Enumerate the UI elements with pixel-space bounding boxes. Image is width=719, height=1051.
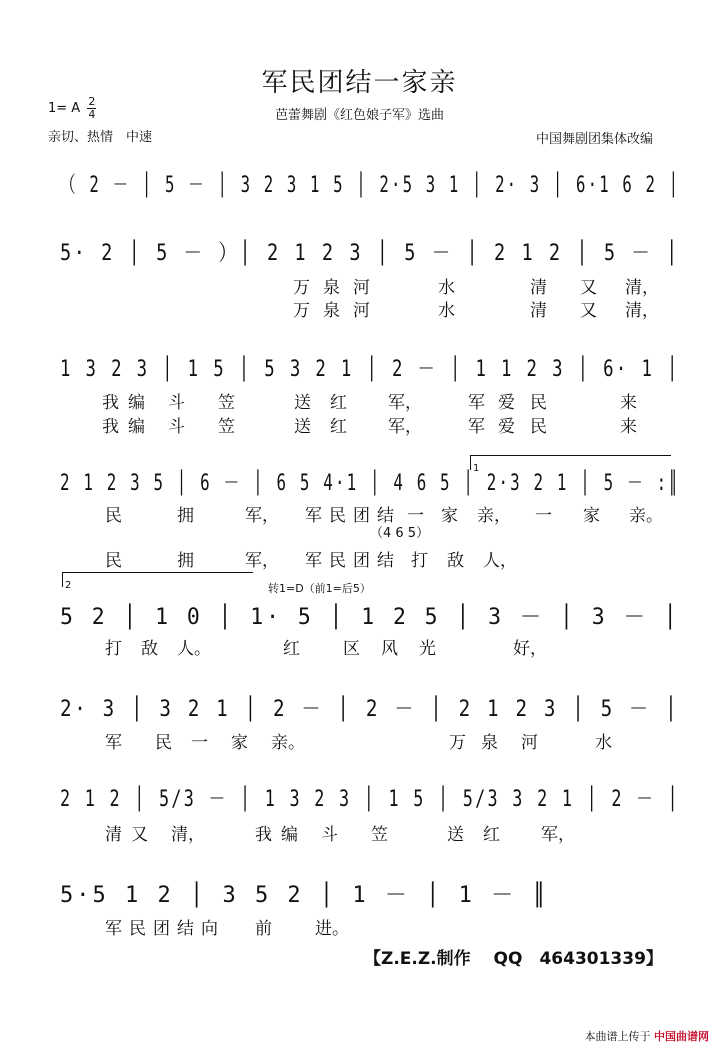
score-line-l4: 2 1 2 3 5 │ 6 － │ 6 5 4·1 │ 4 6 5 │ 2·3 2 1 │ 5 － :║ [60, 471, 680, 496]
lyric-syllable: 爱 [498, 393, 515, 413]
lyric-syllable: 一 [535, 506, 552, 526]
key-label: 1= A [48, 101, 81, 116]
score-line-l6: 2· 3 │ 3 2 1 │ 2 － │ 2 － │ 2 1 2 3 │ 5 － │ [60, 697, 680, 722]
lyric-syllable: 区 [343, 639, 360, 659]
lyric-syllable: 红 [483, 825, 500, 845]
footer-prefix: 本曲谱上传于 [584, 1030, 651, 1043]
lyric-syllable: 斗 [168, 417, 185, 437]
tempo-marking: 亲切、热情 中速 [48, 130, 153, 145]
lyric-syllable: 好， [513, 639, 547, 659]
lyric-syllable: 泉 [323, 301, 340, 321]
lyric-syllable: 河 [353, 278, 370, 298]
lyric-syllable: 水 [595, 733, 612, 753]
lyric-syllable: 泉 [323, 278, 340, 298]
lyric-syllable: 清， [625, 301, 659, 321]
lyric-syllable: 民 [530, 393, 547, 413]
lyric-syllable: 来 [620, 393, 637, 413]
lyric-syllable: 笠 [218, 393, 235, 413]
lyric-syllable: 家 [231, 733, 248, 753]
lyric-syllable: 打 [411, 551, 428, 571]
lyric-syllable: 民 [155, 733, 172, 753]
lyric-syllable: 笠 [371, 825, 388, 845]
site-logo-text: 中国曲谱网 [654, 1030, 709, 1043]
lyric-syllable: 万 [449, 733, 466, 753]
lyric-syllable: 拥 [177, 551, 194, 571]
song-title: 军民团结一家亲 [261, 68, 458, 98]
lyric-syllable: 一 [191, 733, 208, 753]
lyric-syllable: 敌 [141, 639, 158, 659]
lyric-syllable: 我 [102, 393, 119, 413]
lyric-syllable: 泉 [481, 733, 498, 753]
lyric-syllable: 红 [330, 417, 347, 437]
lyric-syllable: 送 [294, 417, 311, 437]
lyric-syllable: 一 [407, 506, 424, 526]
lyric-syllable: 民 [105, 506, 122, 526]
lyric-syllable: 来 [620, 417, 637, 437]
lyric-syllable: 军， [388, 417, 422, 437]
lyric-syllable: 清， [625, 278, 659, 298]
lyric-syllable: 红 [330, 393, 347, 413]
lyric-syllable: 家 [441, 506, 458, 526]
lyric-syllable: 军 [105, 733, 122, 753]
lyric-syllable: 军， [388, 393, 422, 413]
footer [585, 1028, 710, 1044]
lyric-syllable: 敌 [447, 551, 464, 571]
lyric-syllable: 河 [353, 301, 370, 321]
lyric-syllable: 编 [128, 417, 145, 437]
lyric-syllable: 清 [530, 301, 547, 321]
lyric-syllable: 河 [521, 733, 538, 753]
lyric-syllable: 水 [438, 301, 455, 321]
lyric-syllable: 清， [171, 825, 205, 845]
subtitle: 芭蕾舞剧《红色娘子军》选曲 [274, 108, 444, 123]
lyric-syllable: 亲， [477, 506, 511, 526]
lyric-syllable: 向 [201, 919, 218, 939]
key-signature [48, 96, 96, 121]
lyric-syllable: 编 [128, 393, 145, 413]
lyric-syllable: 风 [381, 639, 398, 659]
score-line-l7: 2 1 2 │ 5/3 － │ 1 3 2 3 │ 1 5 │ 5/3 3 2 1 │ 2 － │ [60, 787, 680, 812]
lyric-syllable: 军 [468, 393, 485, 413]
lyric-syllable: 清 [530, 278, 547, 298]
lyric-syllable: 民 [329, 506, 346, 526]
lyric-syllable: 光 [419, 639, 436, 659]
credit-line: 【Z.E.Z.制作 QQ 464301339】 [364, 949, 663, 969]
lyric-syllable: 万 [293, 301, 310, 321]
lyric-syllable: 结 [177, 919, 194, 939]
lyric-syllable: 拥 [177, 506, 194, 526]
lyric-syllable: 斗 [168, 393, 185, 413]
volta-number: 2 [65, 580, 72, 591]
lyric-syllable: 我 [255, 825, 272, 845]
lyric-syllable: 军 [305, 506, 322, 526]
lyric-syllable: 打 [105, 639, 122, 659]
lyric-syllable: 民 [329, 551, 346, 571]
lyric-syllable: 人， [483, 551, 517, 571]
lyric-syllable: 我 [102, 417, 119, 437]
lyric-syllable: 前 [255, 919, 272, 939]
arranger: 中国舞剧团集体改编 [536, 132, 654, 147]
lyric-syllable: 编 [281, 825, 298, 845]
lyric-syllable: 又 [580, 278, 597, 298]
lyric-syllable: 爱 [498, 417, 515, 437]
score-line-l2: 5· 2 │ 5 － ）│ 2 1 2 3 │ 5 － │ 2 1 2 │ 5 － │ [60, 241, 680, 266]
lyric-syllable: 水 [438, 278, 455, 298]
lyric-syllable: 斗 [321, 825, 338, 845]
lyric-syllable: 送 [447, 825, 464, 845]
lyric-syllable: 团 [153, 919, 170, 939]
lyric-syllable: 进。 [315, 919, 349, 939]
score-line-l5: 5 2 │ 1 0 │ 1· 5 │ 1 2 5 │ 3 － │ 3 － │ [60, 605, 680, 630]
lyric-syllable: 又 [131, 825, 148, 845]
lyric-syllable: 笠 [218, 417, 235, 437]
lyric-syllable: 民 [105, 551, 122, 571]
lyric-syllable: 又 [580, 301, 597, 321]
lyric-syllable: 军， [245, 551, 279, 571]
lyric-syllable: 军 [468, 417, 485, 437]
lyric-syllable: 万 [293, 278, 310, 298]
score-line-l1: （ 2 － │ 5 － │ 3 2 3 1 5 │ 2·5 3 1 │ 2· 3 │ 6·1 6 2 │ [60, 173, 681, 198]
lyric-syllable: 亲。 [271, 733, 305, 753]
lyric-syllable: 军 [305, 551, 322, 571]
lyric-syllable: 民 [129, 919, 146, 939]
lyric-syllable: 红 [283, 639, 300, 659]
volta-bracket-volta2 [62, 572, 253, 591]
lyric-syllable: 送 [294, 393, 311, 413]
volta-number: 1 [473, 463, 480, 474]
lyric-syllable: 结 [377, 506, 394, 526]
time-signature: $\frac{2}{4}$ [88, 95, 96, 121]
score-line-l8: 5·5 1 2 │ 3 5 2 │ 1 － │ 1 － ║ [60, 883, 549, 908]
lyric-syllable: 清 [105, 825, 122, 845]
lyric-syllable: 人。 [177, 639, 211, 659]
lyric-syllable: 军， [245, 506, 279, 526]
lyric-syllable: 团 [353, 551, 370, 571]
lyric-syllable: 结 [377, 551, 394, 571]
lyric-syllable: 军 [105, 919, 122, 939]
lyric-syllable: 亲。 [629, 506, 663, 526]
lyric-syllable: 团 [353, 506, 370, 526]
lyric-syllable: 军， [541, 825, 575, 845]
score-line-l3: 1 3 2 3 │ 1 5 │ 5 3 2 1 │ 2 － │ 1 1 2 3 │ 6· 1 │ [60, 357, 680, 382]
volta-bracket-volta1 [470, 455, 671, 474]
modulation-marking: 转1=D（前1=后5） [268, 582, 371, 595]
lyric-syllable: 家 [583, 506, 600, 526]
lyric-syllable: 民 [530, 417, 547, 437]
alt-notation: （4 6 5） [370, 526, 430, 541]
